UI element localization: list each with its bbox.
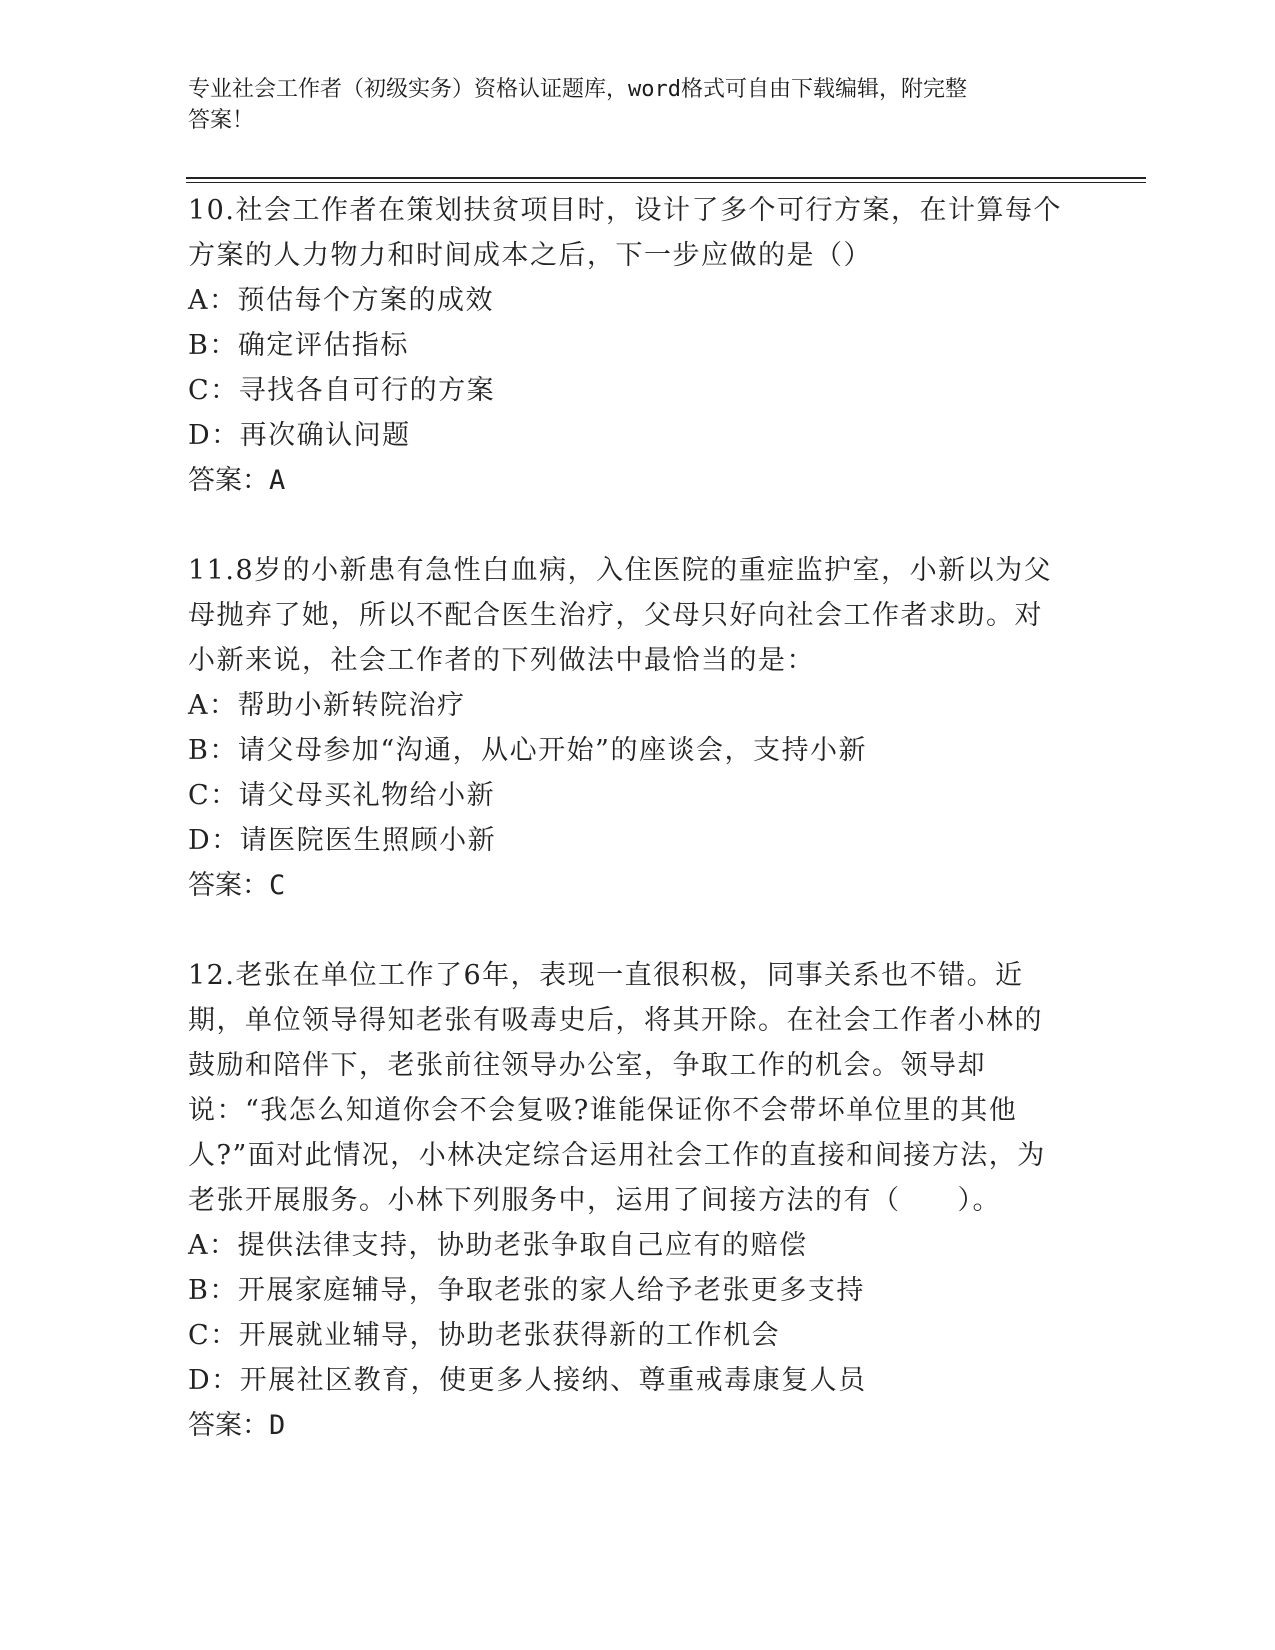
answer-value: D (269, 1410, 286, 1441)
answer-value: A (269, 465, 286, 496)
option-c: C：开展就业辅导，协助老张获得新的工作机会 (188, 1320, 781, 1351)
answer-line (188, 1403, 1088, 1448)
answer-line (188, 863, 1088, 908)
option-b: B：确定评估指标 (188, 330, 409, 361)
option-a: A：提供法律支持，协助老张争取自己应有的赔偿 (188, 1230, 808, 1261)
document-header (188, 74, 1068, 136)
question-stem: 12.老张在单位工作了6年，表现一直很积极，同事关系也不错。近期，单位领导得知老张有吸毒史后，将其开除。在社会工作者小林的鼓励和陪伴下，老张前往领导办公室，争取工作的机会。领导却说：“我怎么知道你会不会复吸?谁能保证你不会带坏单位里的其他人?”面对此情况，小林决定综合运用社会工作的直接和间接方法，为老张开展服务。小林下列服务中，运用了间接方法的有（ ）。 (188, 960, 1046, 1216)
question-list (188, 188, 1088, 1493)
answer-label: 答案： (188, 465, 269, 496)
header-line-1: 专业社会工作者（初级实务）资格认证题库，word格式可自由下载编辑，附完整 (188, 77, 967, 102)
header-divider-thick (186, 177, 1146, 179)
answer-value: C (269, 870, 286, 901)
question-stem: 11.8岁的小新患有急性白血病，入住医院的重症监护室，小新以为父母抛弃了她，所以不配合医生治疗，父母只好向社会工作者求助。对小新来说，社会工作者的下列做法中最恰当的是： (188, 555, 1053, 676)
question-11 (188, 548, 1088, 908)
option-c: C：寻找各自可行的方案 (188, 375, 496, 406)
option-c: C：请父母买礼物给小新 (188, 780, 496, 811)
header-line-2: 答案！ (188, 108, 255, 133)
option-a: A：预估每个方案的成效 (188, 285, 494, 316)
option-d: D：开展社区教育，使更多人接纳、尊重戒毒康复人员 (188, 1365, 867, 1396)
option-b: B：开展家庭辅导，争取老张的家人给予老张更多支持 (188, 1275, 865, 1306)
question-10 (188, 188, 1088, 503)
header-divider-thin (186, 182, 1146, 183)
option-b: B：请父母参加“沟通，从心开始”的座谈会，支持小新 (188, 735, 867, 766)
option-d: D：再次确认问题 (188, 420, 411, 451)
question-stem: 10.社会工作者在策划扶贫项目时，设计了多个可行方案，在计算每个方案的人力物力和时间成本之后，下一步应做的是（） (188, 195, 1062, 271)
answer-label: 答案： (188, 870, 269, 901)
question-12 (188, 953, 1088, 1448)
answer-line (188, 458, 1088, 503)
answer-label: 答案： (188, 1410, 269, 1441)
option-d: D：请医院医生照顾小新 (188, 825, 497, 856)
option-a: A：帮助小新转院治疗 (188, 690, 466, 721)
